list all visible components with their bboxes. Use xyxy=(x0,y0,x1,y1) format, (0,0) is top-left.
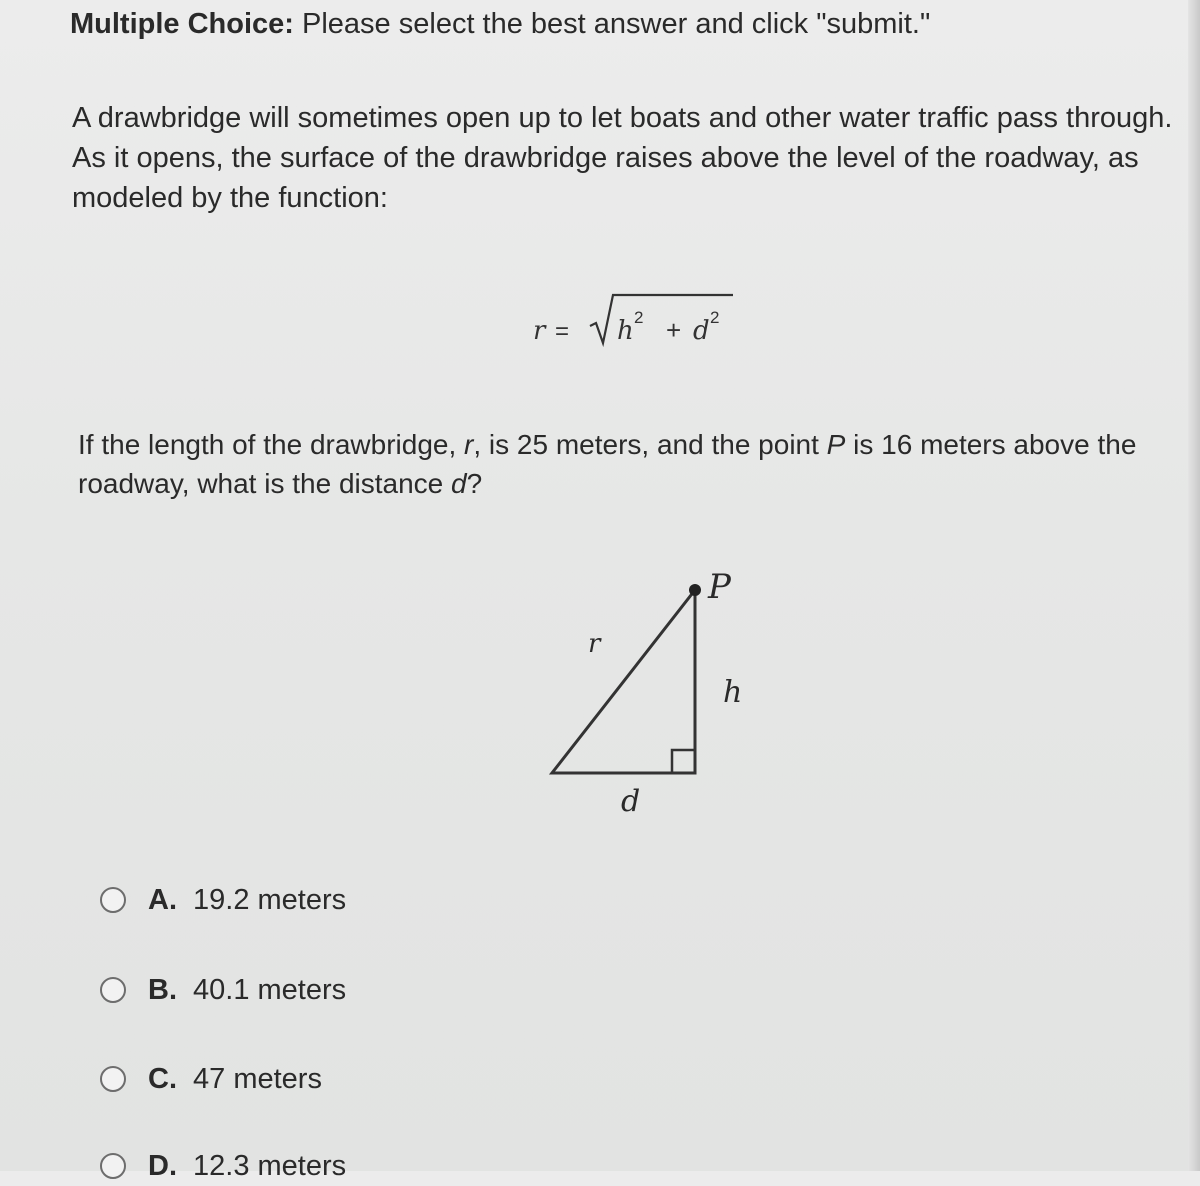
radio-button-a[interactable] xyxy=(100,887,126,913)
screen-edge xyxy=(1188,0,1200,1171)
choice-d[interactable] xyxy=(100,1146,346,1186)
choice-text: 19.2 meters xyxy=(193,883,347,916)
question-type-label: Multiple Choice: xyxy=(70,8,294,40)
point-P-dot xyxy=(689,584,701,596)
choice-letter: D. xyxy=(148,1149,177,1182)
instruction-text: Please select the best answer and click "submit." xyxy=(302,8,931,40)
choice-text: 47 meters xyxy=(193,1062,322,1095)
label-r: r xyxy=(588,629,601,659)
triangle-diagram xyxy=(540,560,780,830)
choice-letter: C. xyxy=(148,1062,177,1095)
choice-letter: A. xyxy=(148,883,177,916)
instruction-header xyxy=(70,8,930,41)
formula-h: h xyxy=(617,316,634,346)
var-P: P xyxy=(826,429,846,460)
label-P: P xyxy=(708,567,731,607)
question-text: If the length of the drawbridge, r, is 25 meters, and the point P is 16 meters above the roadway, what is the distance d? xyxy=(78,429,1137,499)
formula-d: d xyxy=(693,316,710,346)
label-h: h xyxy=(723,675,743,710)
radio-button-c[interactable] xyxy=(100,1066,126,1092)
formula-h-exponent: 2 xyxy=(634,308,644,327)
choice-text: 12.3 meters xyxy=(193,1149,347,1182)
formula-equals: = xyxy=(555,318,570,345)
var-r: r xyxy=(464,429,474,460)
var-d: d xyxy=(451,468,467,499)
label-d: d xyxy=(621,784,641,819)
right-angle-marker xyxy=(672,750,695,773)
formula-plus: + xyxy=(666,315,682,345)
function-formula xyxy=(533,287,743,357)
choice-letter: B. xyxy=(148,973,177,1006)
radio-button-d[interactable] xyxy=(100,1153,126,1179)
problem-stem: A drawbridge will sometimes open up to let boats and other water traffic pass through. As it opens, the surface of the drawbridge raises above the level of the roadway, as modeled by the function: xyxy=(72,102,1173,214)
right-triangle xyxy=(552,590,695,773)
choice-text: 40.1 meters xyxy=(193,973,347,1006)
formula-d-exponent: 2 xyxy=(710,308,720,327)
radio-button-b[interactable] xyxy=(100,977,126,1003)
choice-a[interactable] xyxy=(100,880,346,920)
choice-b[interactable] xyxy=(100,970,346,1010)
formula-r: r xyxy=(533,316,546,346)
choice-c[interactable] xyxy=(100,1059,322,1099)
